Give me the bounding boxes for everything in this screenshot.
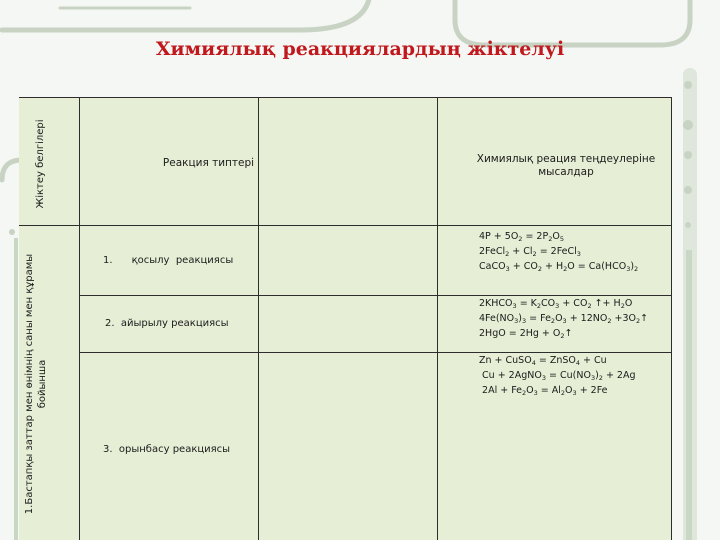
group-label: 1.Бастапқы заттар мен өнімнің саны мен құрамы бойынша bbox=[24, 253, 48, 515]
examples-header: Химиялық реация теңдеулеріне мысалдар bbox=[476, 153, 656, 178]
equation: Zn + CuSO$_4$ = ZnSO$_4$ + Cu bbox=[479, 355, 607, 367]
reaction-type-substitution: 3. орынбасу реакциясы bbox=[103, 444, 231, 455]
reaction-type-decomposition: 2. айырылу реакциясы bbox=[105, 318, 229, 329]
table-row-divider bbox=[19, 225, 672, 226]
equation: $4Fe(NO_3)_3 = Fe_2O_3 + 12NO_2$ $+3O_2↑$ bbox=[479, 313, 649, 325]
equation: $4P + 5O_2 = 2P_2O_5$ bbox=[479, 231, 564, 243]
page-title: Химиялық реакциялардың жіктелуі bbox=[155, 38, 565, 60]
equation: CaCO$_3$ + $CO_2 + H_2O = Ca(HCO_3)_2$ bbox=[479, 261, 639, 273]
reaction-types-header: Реакция типтері bbox=[162, 157, 255, 169]
equations-combination bbox=[479, 229, 638, 274]
classification-table bbox=[19, 97, 672, 540]
reaction-type-combination: 1. қосылу реакциясы bbox=[103, 255, 234, 266]
classification-header: Жіктеу белгілері bbox=[35, 119, 46, 209]
equation: $2KHCO_3 = K_2CO_3 + CO_2$ ↑+ $H_2O$ bbox=[479, 298, 633, 310]
equation: 2FeCl$_2$ + $Cl_2$ = 2FeCl$_3$ bbox=[479, 246, 581, 258]
equation: Cu + 2AgNO$_3$ = $Cu(NO_3)_2 + 2Ag$ bbox=[479, 370, 636, 382]
equation: $2HgO = 2Hg + O_2↑$ bbox=[479, 328, 573, 340]
equation: $2Al + Fe_2O_3 = Al_2O_3 + 2Fe$ bbox=[479, 385, 608, 397]
table-column-divider bbox=[437, 97, 438, 540]
equations-decomposition bbox=[479, 296, 648, 341]
table-border-top bbox=[19, 97, 672, 98]
equations-substitution bbox=[479, 353, 636, 398]
